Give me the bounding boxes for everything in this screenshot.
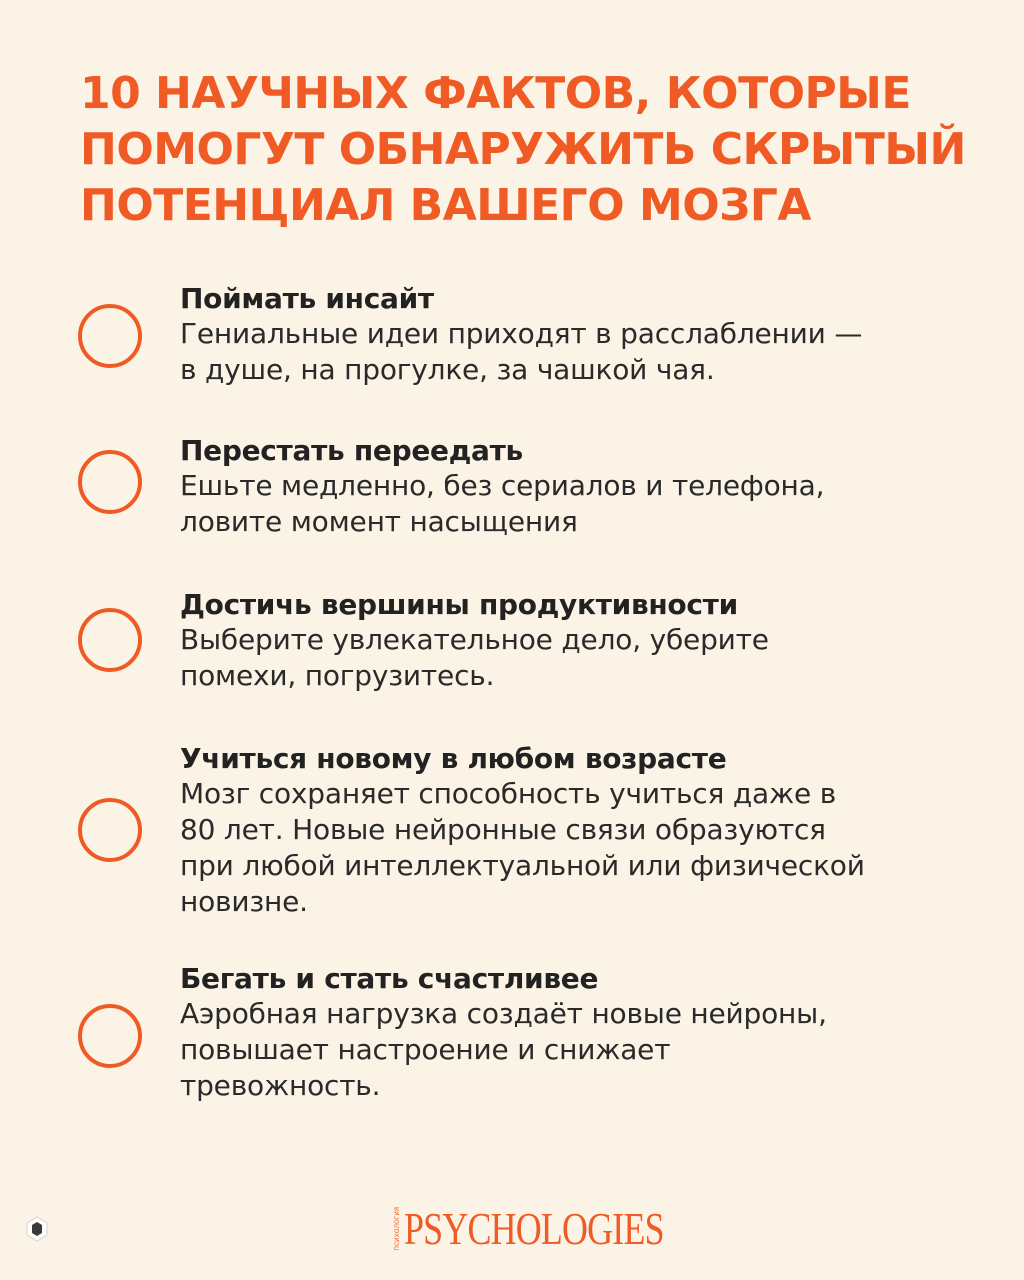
fact-description-line: 80 лет. Новые нейронные связи образуются [180, 813, 826, 846]
fact-description-line: Ешьте медленно, без сериалов и телефона, [180, 469, 825, 502]
title-line: 10 НАУЧНЫХ ФАКТОВ, КОТОРЫЕ [80, 68, 911, 119]
fact-description-line: повышает настроение и снижает [180, 1033, 671, 1066]
logo-text: PSYCHOLOGIES [404, 1203, 664, 1254]
fact-description-line: ловите момент насыщения [180, 505, 578, 538]
fact-text [180, 588, 980, 694]
fact-text [180, 434, 980, 540]
fact-description-line: Мозг сохраняет способность учиться даже в [180, 777, 837, 810]
fact-item [0, 962, 1024, 1108]
empty-circle-icon [78, 608, 142, 672]
fact-description-line: помехи, погрузитесь. [180, 659, 495, 692]
fact-text [180, 742, 980, 920]
empty-circle-icon [78, 304, 142, 368]
fact-item [0, 434, 1024, 544]
fact-item [0, 742, 1024, 924]
page-title [80, 66, 980, 234]
fact-text [180, 962, 980, 1104]
title-line: ПОМОГУТ ОБНАРУЖИТЬ СКРЫТЫЙ [80, 124, 966, 175]
empty-circle-icon [78, 450, 142, 514]
fact-title: Учиться новому в любом возрасте [180, 742, 727, 775]
title-line: ПОТЕНЦИАЛ ВАШЕГО МОЗГА [80, 180, 811, 231]
fact-description-line: Аэробная нагрузка создаёт новые нейроны, [180, 997, 827, 1030]
fact-item [0, 588, 1024, 698]
fact-description-line: новизне. [180, 885, 308, 918]
fact-title: Поймать инсайт [180, 282, 434, 315]
empty-circle-icon [78, 798, 142, 862]
fact-description-line: Выберите увлекательное дело, уберите [180, 623, 769, 656]
fact-description [180, 622, 980, 694]
empty-circle-icon [78, 1004, 142, 1068]
logo-subtext: ПСИХОЛОГИЯ [394, 1207, 401, 1251]
fact-description [180, 468, 980, 540]
fact-title: Перестать переедать [180, 434, 523, 467]
fact-description [180, 996, 980, 1104]
hexagon-logo-icon [26, 1216, 48, 1242]
fact-item [0, 282, 1024, 392]
fact-description [180, 776, 980, 920]
fact-title: Достичь вершины продуктивности [180, 588, 738, 621]
fact-description [180, 316, 980, 388]
fact-description-line: Гениальные идеи приходят в расслаблении — [180, 317, 863, 350]
psychologies-logo [394, 1203, 737, 1254]
fact-description-line: тревожность. [180, 1069, 381, 1102]
fact-text [180, 282, 980, 388]
fact-title: Бегать и стать счастливее [180, 962, 599, 995]
fact-description-line: при любой интеллектуальной или физической [180, 849, 865, 882]
fact-description-line: в душе, на прогулке, за чашкой чая. [180, 353, 715, 386]
